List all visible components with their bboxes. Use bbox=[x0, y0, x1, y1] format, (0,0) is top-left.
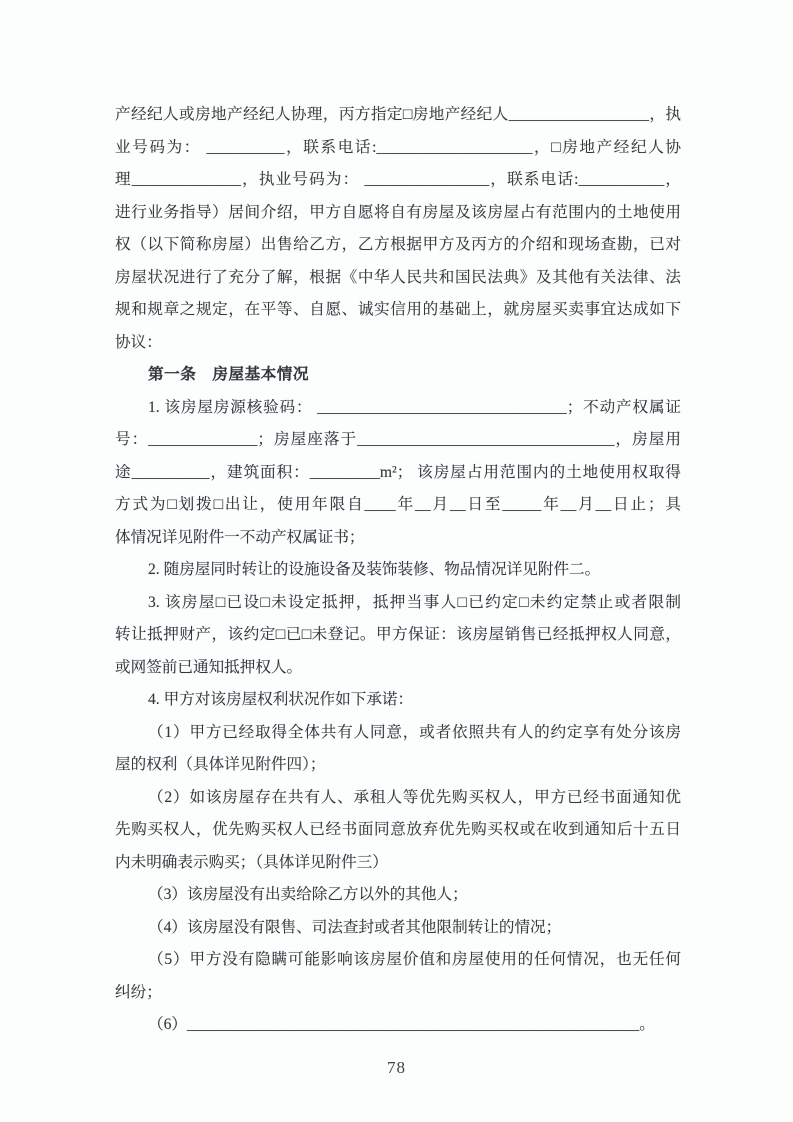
document-line: 房屋状况进行了充分了解，根据《中华人民共和国民法典》及其他有关法律、法 bbox=[115, 268, 681, 286]
document-line: 转让抵押财产，该约定□已□未登记。甲方保证：该房屋销售已经抵押权人同意， bbox=[115, 626, 681, 643]
document-line: （3）该房屋没有出卖给除乙方以外的其他人； bbox=[148, 886, 468, 903]
document-line: 或网签前已通知抵押权人。 bbox=[115, 658, 303, 676]
document-line: 理______________，执业号码为： ________________，联系电话:___________， bbox=[115, 171, 681, 188]
document-line: 纠纷； bbox=[115, 983, 162, 1001]
document-line: 权（以下简称房屋）出售给乙方，乙方根据甲方及丙方的介绍和现场查勘，已对 bbox=[115, 236, 681, 253]
document-line: （5）甲方没有隐瞒可能影响该房屋价值和房屋使用的任何情况，也无任何 bbox=[148, 951, 681, 968]
document-line: 4. 甲方对该房屋权利状况作如下承诺： bbox=[148, 691, 414, 708]
document-line: 产经纪人或房地产经纪人协理，丙方指定□房地产经纪人__________________，执 bbox=[115, 106, 681, 123]
document-line: 业号码为： __________，联系电话:____________________，□房地产经纪人协 bbox=[115, 138, 681, 156]
document-line: （2）如该房屋存在共有人、承租人等优先购买权人，甲方已经书面通知优 bbox=[148, 788, 681, 806]
document-line: 体情况详见附件一不动产权属证书； bbox=[115, 528, 365, 546]
page-number: 78 bbox=[387, 1058, 406, 1077]
document-line: 号：______________；房屋座落于_________________________________，房屋用 bbox=[115, 431, 681, 448]
document-line: 方式为□划拨□出让，使用年限自____年__月__日至_____年__月__日止；具 bbox=[115, 496, 681, 513]
document-line: 协议： bbox=[115, 333, 162, 351]
document-line: 内未明确表示购买；（具体详见附件三） bbox=[115, 853, 388, 871]
document-line: 3. 该房屋□已设□未设定抵押，抵押当事人□已约定□未约定禁止或者限制 bbox=[148, 593, 681, 611]
document-line: （6）__________________________________________________________。 bbox=[148, 1016, 655, 1033]
document-line: 进行业务指导）居间介绍，甲方自愿将自有房屋及该房屋占有范围内的土地使用 bbox=[115, 203, 681, 221]
document-line: 途__________，建筑面积：_________m²； 该房屋占用范围内的土地使用权取得 bbox=[115, 463, 681, 481]
document-line: 先购买权人，优先购买权人已经书面同意放弃优先购买权或在收到通知后十五日 bbox=[115, 821, 681, 838]
document-line: 屋的权利（具体详见附件四）； bbox=[115, 756, 326, 773]
document-line: （4）该房屋没有限售、司法查封或者其他限制转让的情况； bbox=[148, 918, 562, 936]
contract-text-block bbox=[115, 99, 681, 1042]
document-line: 2. 随房屋同时转让的设施设备及装饰装修、物品情况详见附件二。 bbox=[148, 561, 601, 578]
document-line: 1. 该房屋房源核验码： ________________________________；不动产权属证 bbox=[148, 398, 681, 416]
section-heading: 第一条 房屋基本情况 bbox=[148, 366, 309, 383]
document-line: 规和规章之规定，在平等、自愿、诚实信用的基础上，就房屋买卖事宜达成如下 bbox=[115, 301, 681, 318]
document-line: （1）甲方已经取得全体共有人同意，或者依照共有人的约定享有处分该房 bbox=[148, 723, 681, 741]
